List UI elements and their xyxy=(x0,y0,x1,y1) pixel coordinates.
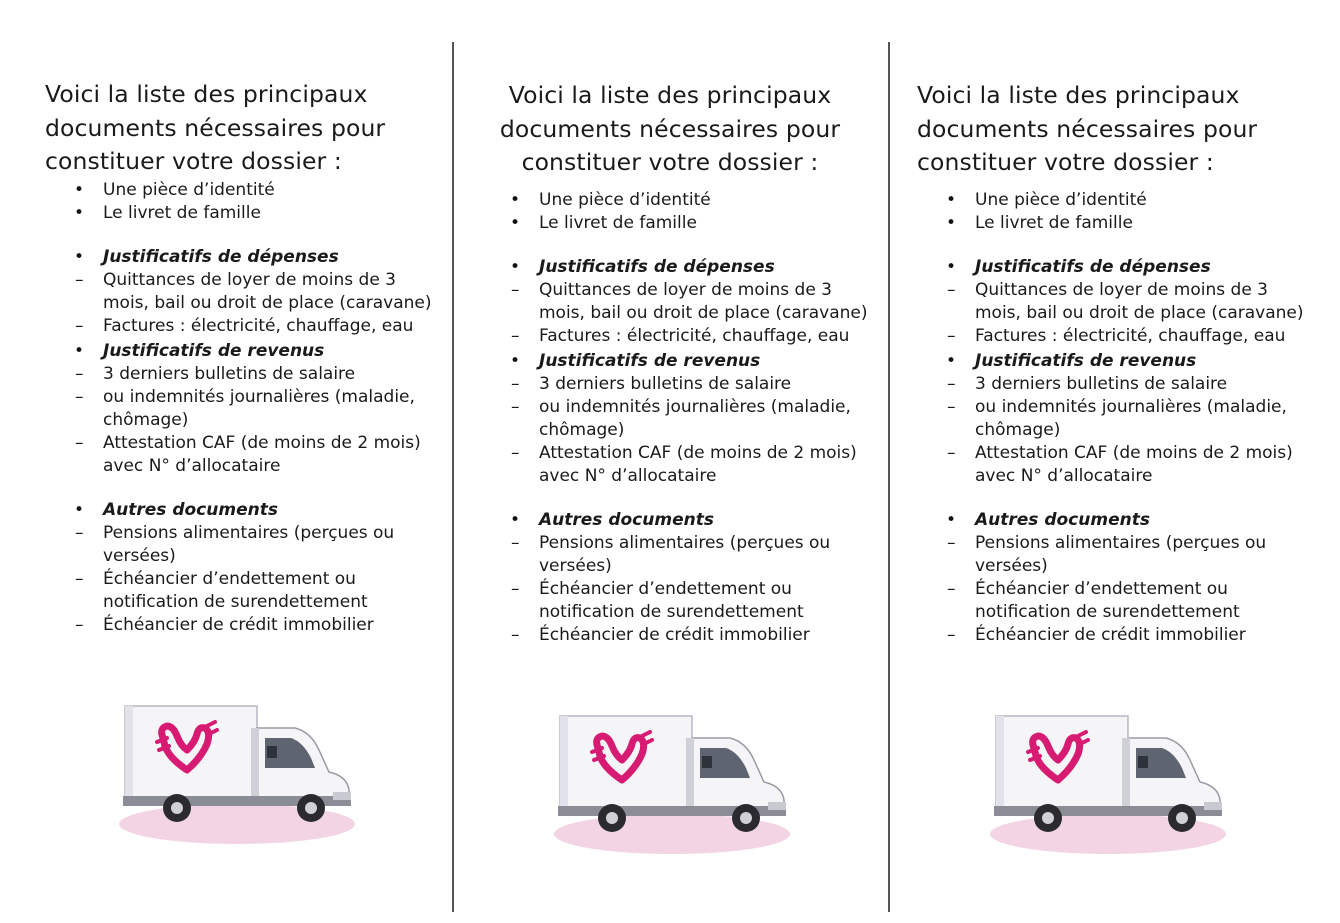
sub-item: – Pensions alimentaires (perçues ou versées) xyxy=(942,532,1317,578)
document-list xyxy=(917,189,1317,647)
sub-item: – ou indemnités journalières (maladie, chômage) xyxy=(942,396,1317,442)
sub-item: – Échéancier de crédit immobilier xyxy=(70,614,445,637)
section-title-depenses: Justificatifs de dépenses xyxy=(103,246,339,267)
section-title-revenus: Justificatifs de revenus xyxy=(539,351,761,371)
section-title-depenses: Justificatifs de dépenses xyxy=(975,257,1211,277)
column-1 xyxy=(45,78,445,637)
list-item-identite: • Une pièce d’identité xyxy=(481,189,881,212)
list-item-livret: • Le livret de famille xyxy=(45,202,445,225)
section-depenses xyxy=(917,256,1317,348)
column-divider-2 xyxy=(888,42,890,912)
sub-item: – Factures : électricité, chauffage, eau xyxy=(942,325,1317,348)
column-3 xyxy=(917,79,1317,180)
column-2 xyxy=(470,79,870,180)
section-autres xyxy=(917,509,1317,647)
section-depenses xyxy=(481,256,881,348)
section-autres xyxy=(481,509,881,647)
section-title-autres: Autres documents xyxy=(539,510,714,530)
sub-item: – 3 derniers bulletins de salaire xyxy=(506,373,881,396)
truck-image-2 xyxy=(550,708,790,858)
column-divider-1 xyxy=(452,42,454,912)
sub-item: – Factures : électricité, chauffage, eau xyxy=(506,325,881,348)
section-revenus xyxy=(481,350,881,488)
sub-item: – Quittances de loyer de moins de 3 mois, bail ou droit de place (caravane) xyxy=(942,279,1317,325)
sub-item: – Quittances de loyer de moins de 3 mois, bail ou droit de place (caravane) xyxy=(70,269,445,315)
sub-item: – Attestation CAF (de moins de 2 mois) avec N° d’allocataire xyxy=(70,432,445,478)
list-item-identite: • Une pièce d’identité xyxy=(917,189,1317,212)
sub-item: – Attestation CAF (de moins de 2 mois) avec N° d’allocataire xyxy=(506,442,881,488)
sub-item: – ou indemnités journalières (maladie, chômage) xyxy=(506,396,881,442)
section-revenus xyxy=(45,340,445,478)
section-title-depenses: Justificatifs de dépenses xyxy=(539,257,775,277)
sub-item: – Pensions alimentaires (perçues ou versées) xyxy=(70,522,445,568)
cargo-box xyxy=(996,716,1128,808)
column-3-list xyxy=(917,189,1317,647)
document-list xyxy=(481,189,881,647)
truck-image-1 xyxy=(115,698,355,848)
sub-item: – 3 derniers bulletins de salaire xyxy=(70,363,445,386)
section-title-revenus: Justificatifs de revenus xyxy=(975,351,1197,371)
sub-item: – Échéancier d’endettement ou notification de surendettement xyxy=(942,578,1317,624)
document-list xyxy=(45,179,445,637)
section-revenus xyxy=(917,350,1317,488)
intro-heading: Voici la liste des principaux documents nécessaires pour constituer votre dossier : xyxy=(45,80,386,175)
truck-image-3 xyxy=(986,708,1226,858)
section-autres xyxy=(45,499,445,637)
sub-item: – Échéancier d’endettement ou notification de surendettement xyxy=(70,568,445,614)
cargo-box xyxy=(560,716,692,808)
intro-heading: Voici la liste des principaux documents nécessaires pour constituer votre dossier : xyxy=(917,81,1258,176)
sub-item: – Attestation CAF (de moins de 2 mois) avec N° d’allocataire xyxy=(942,442,1317,488)
section-depenses xyxy=(45,246,445,338)
sub-item: – Factures : électricité, chauffage, eau xyxy=(70,315,445,338)
section-title-revenus: Justificatifs de revenus xyxy=(103,340,325,361)
sub-item: – ou indemnités journalières (maladie, chômage) xyxy=(70,386,445,432)
sub-item: – Pensions alimentaires (perçues ou versées) xyxy=(506,532,881,578)
sub-item: – Échéancier de crédit immobilier xyxy=(506,624,881,647)
sub-item: – 3 derniers bulletins de salaire xyxy=(942,373,1317,396)
column-2-list xyxy=(481,189,881,647)
cargo-box xyxy=(125,706,257,798)
intro-heading: Voici la liste des principaux documents nécessaires pour constituer votre dossier : xyxy=(499,81,841,176)
list-item-livret: • Le livret de famille xyxy=(917,212,1317,235)
sub-item: – Quittances de loyer de moins de 3 mois, bail ou droit de place (caravane) xyxy=(506,279,881,325)
sub-item: – Échéancier de crédit immobilier xyxy=(942,624,1317,647)
sub-item: – Échéancier d’endettement ou notification de surendettement xyxy=(506,578,881,624)
section-title-autres: Autres documents xyxy=(103,499,278,520)
section-title-autres: Autres documents xyxy=(975,510,1150,530)
list-item-livret: • Le livret de famille xyxy=(481,212,881,235)
list-item-identite: • Une pièce d’identité xyxy=(45,179,445,202)
